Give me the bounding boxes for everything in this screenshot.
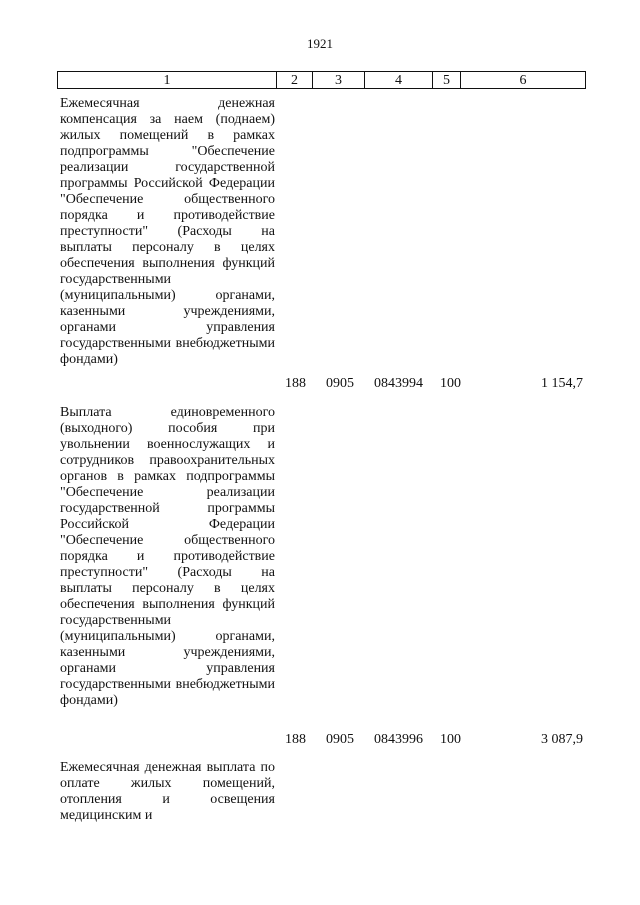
row-1-expense-type: 100 xyxy=(440,376,461,391)
row-2-amount: 3 087,9 xyxy=(541,732,583,747)
row-2-section-code: 0905 xyxy=(326,732,354,747)
row-1-target-code: 0843994 xyxy=(374,376,423,391)
column-header-1: 1 xyxy=(58,72,277,89)
row-2-description: Выплата единовременного (выходного) пособия при увольнении военнослужащих и сотрудников правоохранительных органов в рамках подпрограммы "Обеспечение реализации государственной программы Российской Федерации "Обеспечение общественного порядка и противодействие преступности" (Расходы на выплаты персоналу в целях обеспечения выполнения функций государственными (муниципальными) органами, казенными учреждениями, органами управления государственными внебюджетными фондами) xyxy=(60,405,275,708)
column-header-4: 4 xyxy=(365,72,433,89)
column-header-5: 5 xyxy=(433,72,461,89)
column-header-6: 6 xyxy=(461,72,586,89)
row-1-amount: 1 154,7 xyxy=(541,376,583,391)
column-header-2: 2 xyxy=(277,72,313,89)
row-1-description: Ежемесячная денежная компенсация за наем (поднаем) жилых помещений в рамках подпрограммы "Обеспечение реализации государственной программы Российской Федерации "Обеспечение общественного порядка и противодействие преступности" (Расходы на выплаты персоналу в целях обеспечения выполнения функций государственными (муниципальными) органами, казенными учреждениями, органами управления государственными внебюджетными фондами) xyxy=(60,96,275,367)
row-2-ministry-code: 188 xyxy=(285,732,306,747)
row-3-description: Ежемесячная денежная выплата по оплате жилых помещений, отопления и освещения медицинским и xyxy=(60,760,275,823)
row-1-ministry-code: 188 xyxy=(285,376,306,391)
row-2-expense-type: 100 xyxy=(440,732,461,747)
column-header-3: 3 xyxy=(313,72,365,89)
column-header-row xyxy=(58,72,586,89)
row-1-section-code: 0905 xyxy=(326,376,354,391)
column-header-table xyxy=(57,71,586,89)
row-2-target-code: 0843996 xyxy=(374,732,423,747)
page-number: 1921 xyxy=(307,36,333,51)
